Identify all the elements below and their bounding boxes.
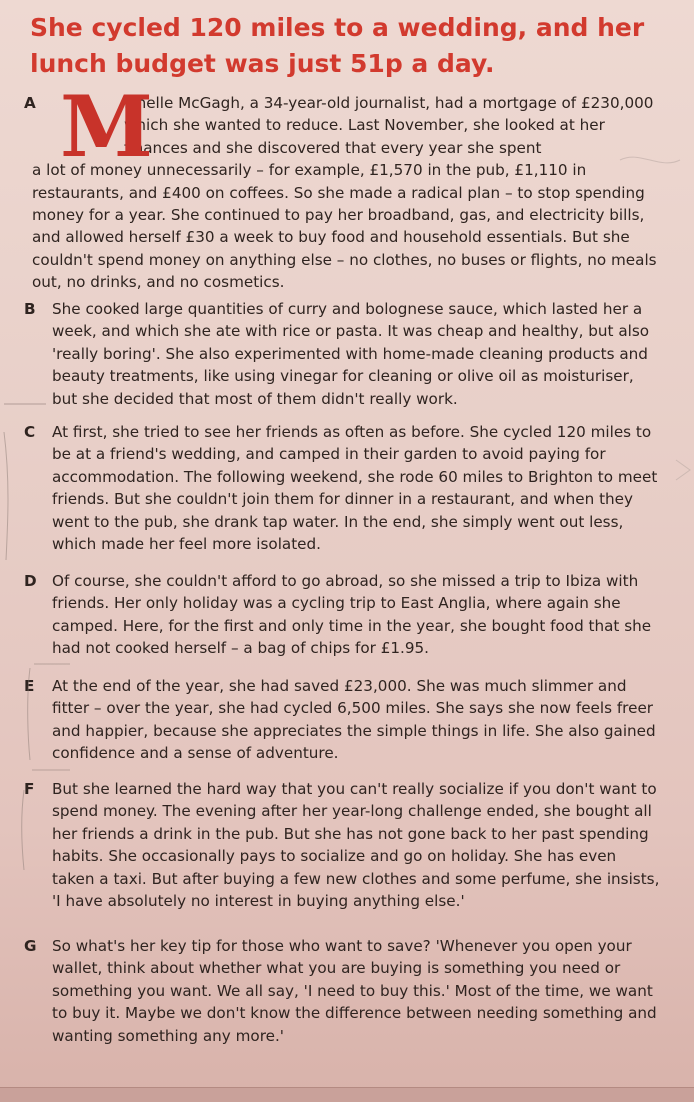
paragraph-text: But she learned the hard way that you can't really socialize if you don't want to spend money. The evening after her year-long challenge ended, she bought all her friends a drink in the pub. But she has not gone back to her past spending habits. She occasionally pays to socialize and go on holiday. She has even taken a taxi. But after buying a few new clothes and some perfume, she insists, 'I have absolutely no interest in buying anything else.' bbox=[52, 780, 660, 911]
paragraph-label: E bbox=[24, 677, 35, 695]
paragraph-text: So what's her key tip for those who want to save? 'Whenever you open your wallet, think about whether what you are buying is something you need or something you want. We all say, 'I need to buy this.' Most of the time, we want to buy it. Maybe we don't know the difference between needing something and wanting something any more.' bbox=[52, 937, 657, 1045]
drop-cap: M bbox=[60, 77, 153, 176]
paragraph-label: D bbox=[24, 572, 37, 590]
paragraph-text: Of course, she couldn't afford to go abroad, so she missed a trip to Ibiza with friends. Her only holiday was a cycling trip to East Anglia, where again she camped. Here, for the first and only time in the year, she bought food that she had not cooked herself – a bag of chips for £1.95. bbox=[52, 572, 652, 658]
bottom-rule bbox=[0, 1087, 694, 1102]
paragraph-label: C bbox=[24, 423, 36, 441]
paragraph-label: B bbox=[24, 300, 36, 318]
paragraph-text: At first, she tried to see her friends as often as before. She cycled 120 miles to be at a friend's wedding, and camped in their garden to avoid paying for accommodation. The following weekend, she rode 60 miles to Brighton to meet friends. But she couldn't join them for dinner in a restaurant, and when they went to the pub, she drank tap water. In the end, she simply went out less, which made her feel more isolated. bbox=[52, 423, 658, 554]
paragraph-text: At the end of the year, she had saved £23,000. She was much slimmer and fitter – over the year, she had cycled 6,500 miles. She says she now feels freer and happier, because she appreciates the simple things in life. She also gained confidence and a sense of adventure. bbox=[52, 677, 656, 763]
article-title: She cycled 120 miles to a wedding, and her lunch budget was just 51p a day. bbox=[30, 13, 645, 78]
paragraph-label: A bbox=[24, 94, 36, 112]
paragraph-text: She cooked large quantities of curry and bolognese sauce, which lasted her a week, and which she ate with rice or pasta. It was cheap and healthy, but also 'really boring'. She also experimented with home-made cleaning products and beauty treatments, like using vinegar for cleaning or olive oil as moisturiser, but she decided that most of them didn't really work. bbox=[52, 300, 650, 408]
paragraph-text: a lot of money unnecessarily – for example, £1,570 in the pub, £1,110 in restaurants, and £400 on coffees. So she made a radical plan – to stop spending money for a year. She continued to pay her broadband, gas, and electricity bills, and allowed herself £30 a week to buy food and household essentials. But she couldn't spend money on anything else – no clothes, no buses or flights, no meals out, no drinks, and no cosmetics. bbox=[32, 161, 657, 292]
paragraph-text-intro: ichelle McGagh, a 34-year-old journalist, had a mortgage of £230,000 which she wanted to reduce. Last November, she looked at her finances and she discovered that every year she spent bbox=[124, 94, 654, 157]
paragraph-label: F bbox=[24, 780, 35, 798]
paragraph-label: G bbox=[24, 937, 37, 955]
